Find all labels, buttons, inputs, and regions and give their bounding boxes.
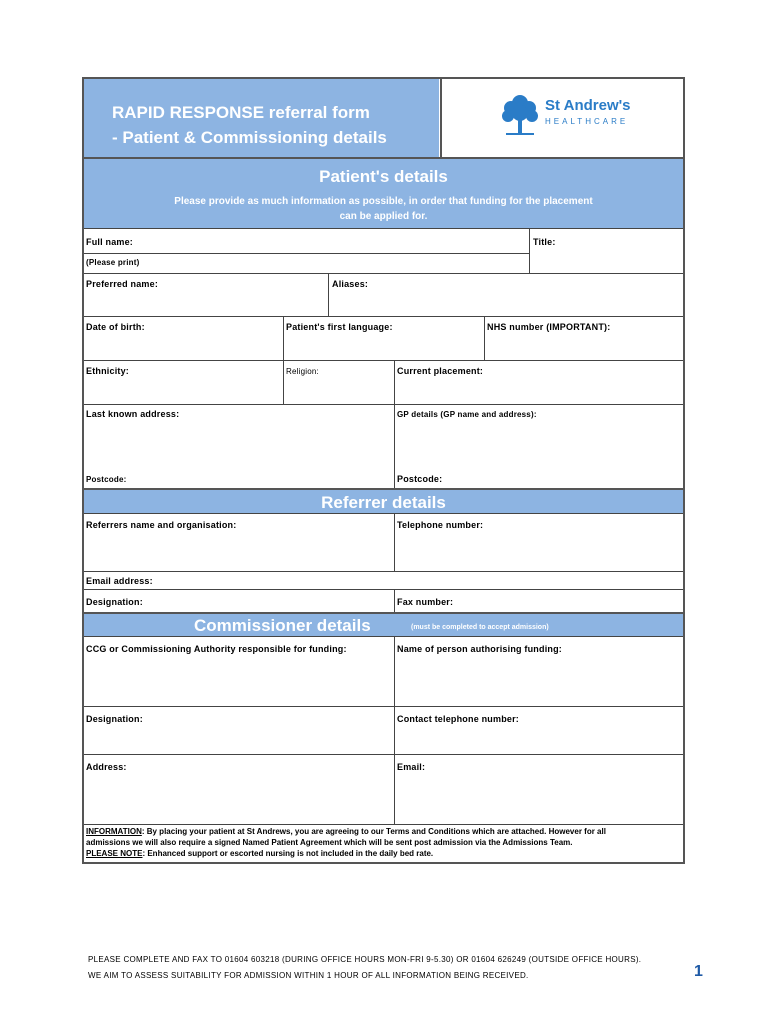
- referrer-name-field[interactable]: [84, 531, 394, 571]
- nhs-number-field[interactable]: [485, 332, 683, 360]
- commissioner-designation-label: Designation:: [86, 714, 143, 724]
- commissioner-section-header: [84, 612, 683, 637]
- commissioner-heading: Commissioner details: [194, 616, 371, 635]
- patient-intro-line1: Please provide as much information as possible, in order that funding for the placement: [174, 196, 593, 207]
- ccg-field[interactable]: [84, 655, 394, 706]
- commissioner-email-label: Email:: [397, 762, 426, 772]
- first-language-field[interactable]: [284, 332, 484, 360]
- referrer-fax-label: Fax number:: [397, 597, 454, 607]
- referrer-designation-label: Designation:: [86, 597, 143, 607]
- contact-telephone-field[interactable]: [395, 725, 683, 753]
- ccg-label: CCG or Commissioning Authority responsible for funding:: [86, 644, 347, 654]
- footer-line1: PLEASE COMPLETE AND FAX TO 01604 603218 (DURING OFFICE HOURS MON-FRI 9-5.30) OR 01604 626249 (OUTSIDE OFFICE HOURS).: [88, 955, 642, 964]
- form-title-line1: RAPID RESPONSE referral form: [112, 103, 370, 122]
- preferred-name-field[interactable]: [84, 289, 328, 316]
- referrer-designation-field[interactable]: [154, 590, 394, 612]
- full-name-field[interactable]: [84, 251, 529, 273]
- dob-label: Date of birth:: [86, 322, 145, 332]
- referrer-section-header: [84, 488, 683, 514]
- dob-field[interactable]: [84, 332, 283, 360]
- referrer-telephone-label: Telephone number:: [397, 520, 484, 530]
- information-text-2: admissions we will also require a signed Named Patient Agreement which will be sent post admission via the Admissions Team.: [86, 838, 573, 847]
- ethnicity-label: Ethnicity:: [86, 366, 130, 376]
- referral-form: [82, 77, 685, 864]
- contact-telephone-label: Contact telephone number:: [397, 714, 520, 724]
- patient-intro-line2: can be applied for.: [339, 211, 428, 222]
- referrer-telephone-field[interactable]: [395, 531, 683, 571]
- postcode-left-label: Postcode:: [86, 475, 127, 484]
- commissioner-designation-field[interactable]: [84, 725, 394, 753]
- referrer-heading: Referrer details: [321, 493, 446, 512]
- current-placement-field[interactable]: [395, 376, 683, 404]
- commissioner-address-label: Address:: [86, 762, 127, 772]
- logo-area: [440, 79, 683, 157]
- gp-details-label: GP details (GP name and address):: [397, 410, 537, 419]
- authoriser-label: Name of person authorising funding:: [397, 644, 562, 654]
- information-block: [86, 826, 681, 859]
- ethnicity-field[interactable]: [84, 376, 283, 404]
- footer-line2: WE AIM TO ASSESS SUITABILITY FOR ADMISSION WITHIN 1 HOUR OF ALL INFORMATION BEING RECEIVED.: [88, 971, 529, 980]
- nhs-number-label: NHS number (IMPORTANT):: [487, 322, 611, 332]
- patient-section-header: [84, 157, 683, 229]
- gp-details-field[interactable]: [395, 421, 683, 469]
- information-label: INFORMATION: [86, 827, 142, 836]
- last-address-label: Last known address:: [86, 409, 180, 419]
- commissioner-email-field[interactable]: [395, 773, 683, 824]
- referrer-name-label: Referrers name and organisation:: [86, 520, 237, 530]
- full-name-label: Full name:: [86, 237, 134, 247]
- information-text-1: : By placing your patient at St Andrews, you are agreeing to our Terms and Conditions which are attached. However for all: [141, 827, 606, 836]
- religion-field[interactable]: [284, 376, 394, 404]
- page-number: 1: [694, 963, 703, 980]
- aliases-label: Aliases:: [332, 279, 369, 289]
- commissioner-address-field[interactable]: [84, 773, 394, 824]
- please-print-note: (Please print): [86, 258, 140, 267]
- title-field[interactable]: [530, 247, 683, 273]
- logo-text-sub: HEALTHCARE: [545, 117, 629, 126]
- postcode-right-label: Postcode:: [397, 474, 443, 484]
- authoriser-field[interactable]: [395, 655, 683, 706]
- form-title-block: [84, 79, 439, 157]
- referrer-email-field[interactable]: [164, 572, 683, 588]
- referrer-email-label: Email address:: [86, 576, 153, 586]
- aliases-field[interactable]: [329, 289, 683, 316]
- last-address-field[interactable]: [84, 421, 394, 469]
- form-title-line2: - Patient & Commissioning details: [112, 128, 387, 147]
- please-note-text: : Enhanced support or escorted nursing is not included in the daily bed rate.: [142, 849, 434, 858]
- patient-heading: Patient's details: [319, 167, 448, 186]
- title-label: Title:: [533, 237, 556, 247]
- tree-logo-icon: [500, 93, 540, 137]
- please-note-label: PLEASE NOTE: [86, 849, 143, 858]
- commissioner-heading-note: (must be completed to accept admission): [411, 624, 549, 631]
- preferred-name-label: Preferred name:: [86, 279, 159, 289]
- religion-label: Religion:: [286, 367, 319, 376]
- referrer-fax-field[interactable]: [464, 590, 683, 612]
- first-language-label: Patient's first language:: [286, 322, 393, 332]
- logo-text-main: St Andrew's: [545, 97, 631, 114]
- current-placement-label: Current placement:: [397, 366, 484, 376]
